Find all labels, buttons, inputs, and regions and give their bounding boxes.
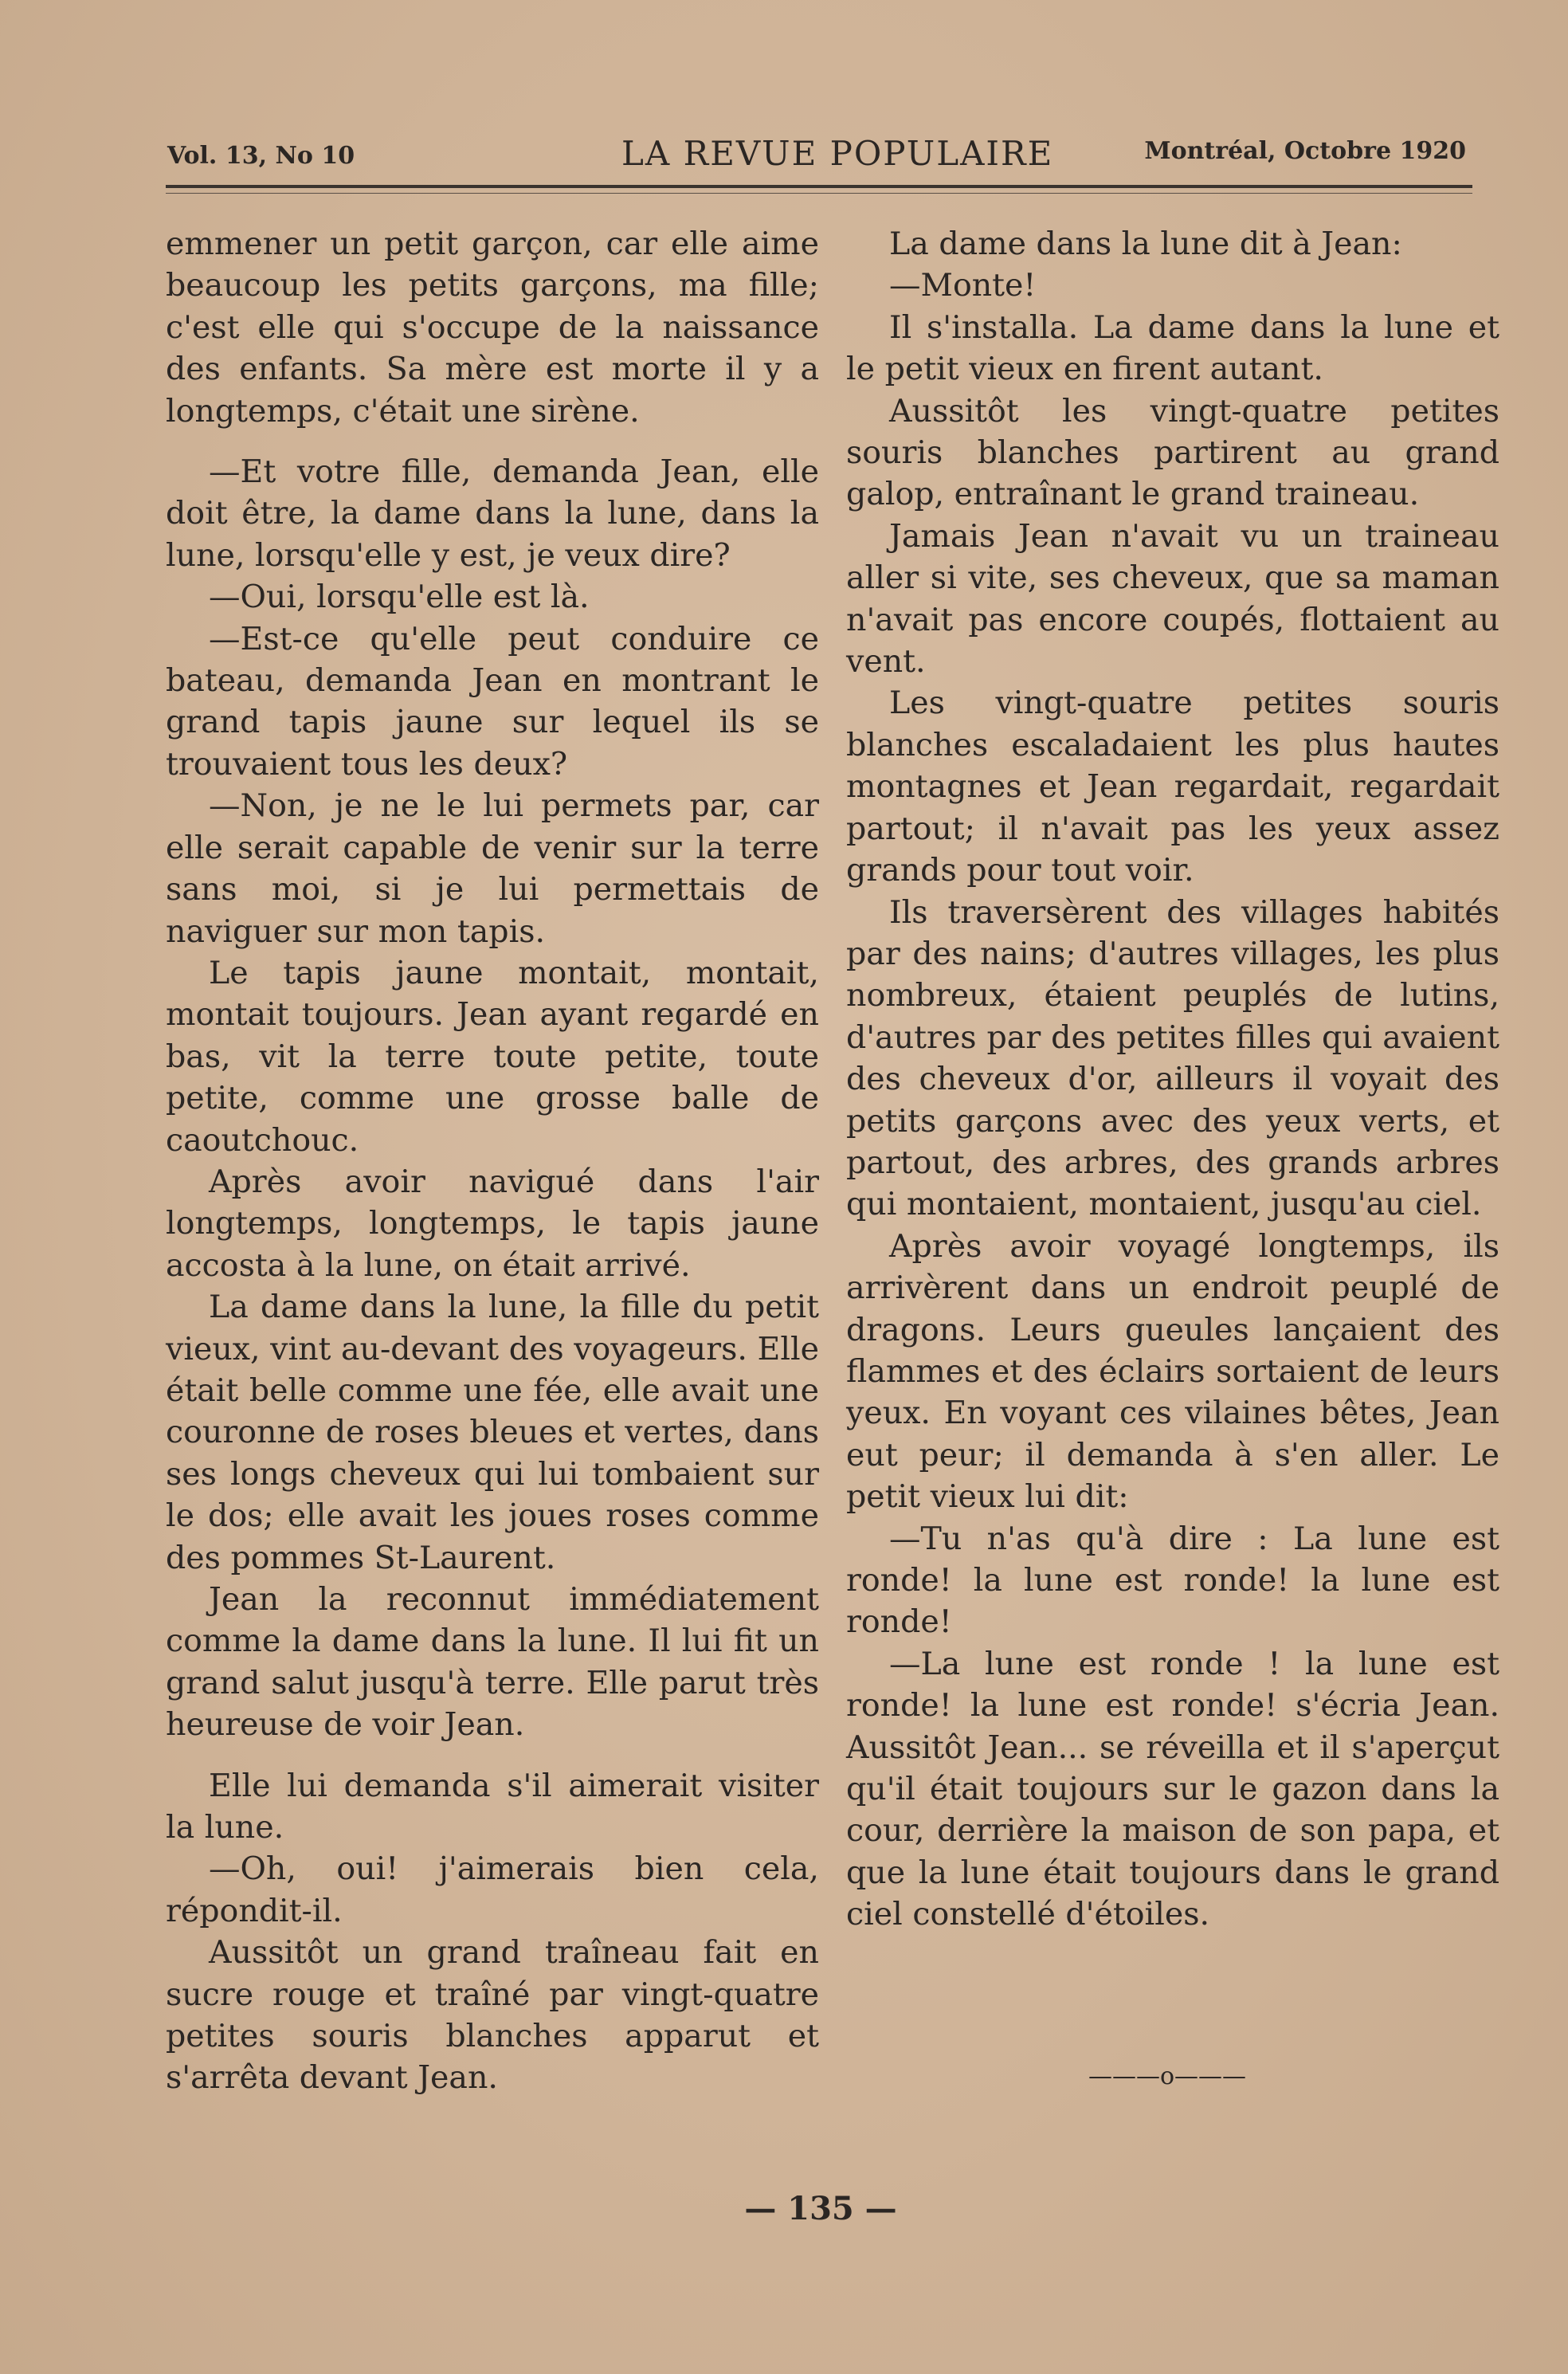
paragraph: La dame dans la lune, la fille du petit vieux, vint au-devant des voyageurs. Elle était belle comme une fée, elle avait une couronne de roses bleues et vertes, dans ses longs cheveux qui lui tombaient sur le dos; elle avait les joues roses comme des pommes St-Laurent. — [166, 1289, 819, 1576]
paragraph: Jamais Jean n'avait vu un traineau aller si vite, ses cheveux, que sa maman n'avait pas encore coupés, flottaient au vent. — [846, 517, 1499, 681]
paragraph: Il s'installa. La dame dans la lune et le petit vieux en firent autant. — [846, 308, 1499, 388]
paragraph: —La lune est ronde ! la lune est ronde! la lune est ronde! s'écria Jean. Aussitôt Jean... se réveilla et il s'aperçut qu'il était toujours sur le gazon dans la cour, derrière la maison de son papa, et que la lune était toujours dans le grand ciel constellé d'étoiles. — [846, 1645, 1499, 1933]
paragraph: Les vingt-quatre petites souris blanches escaladaient les plus hautes montagnes et Jean regardait, regardait partout; il n'avait pas les yeux assez grands pour tout voir. — [846, 685, 1499, 889]
paragraph: —Et votre fille, demanda Jean, elle doit être, la dame dans la lune, dans la lune, lorsqu'elle y est, je veux dire? — [166, 453, 819, 574]
publication-title: LA REVUE POPULAIRE — [621, 134, 1054, 173]
header-rule-thin — [166, 193, 1472, 194]
paragraph: —Tu n'as qu'à dire : La lune est ronde! la lune est ronde! la lune est ronde! — [846, 1520, 1499, 1641]
left-column — [166, 223, 819, 2099]
header-rule — [166, 185, 1472, 188]
paragraph: —Monte! — [889, 267, 1037, 304]
paragraph: —Oh, oui! j'aimerais bien cela, répondit-il. — [166, 1850, 819, 1929]
paragraph: Après avoir voyagé longtemps, ils arrivèrent dans un endroit peuplé de dragons. Leurs gueules lançaient des flammes et des éclairs sortaient de leurs yeux. En voyant ces vilaines bêtes, Jean eut peur; il demanda à s'en aller. Le petit vieux lui dit: — [846, 1227, 1499, 1516]
right-column — [846, 223, 1499, 1936]
paragraph: Jean la reconnut immédiatement comme la dame dans la lune. Il lui fit un grand salut jusqu'à terre. Elle parut très heureuse de voir Jean. — [166, 1581, 819, 1744]
paragraph: Aussitôt un grand traîneau fait en sucre rouge et traîné par vingt-quatre petites souris blanches apparut et s'arrêta devant Jean. — [166, 1934, 819, 2097]
paragraph: Elle lui demanda s'il aimerait visiter la lune. — [166, 1767, 819, 1846]
paragraph: —Non, je ne le lui permets par, car elle serait capable de venir sur la terre sans moi, si je lui permettais de naviguer sur mon tapis. — [166, 787, 819, 950]
page-number: — 135 — — [744, 2190, 897, 2227]
paragraph: —Est-ce qu'elle peut conduire ce bateau, demanda Jean en montrant le grand tapis jaune sur lequel ils se trouvaient tous les deux? — [166, 620, 819, 783]
section-divider: ———o——— — [1088, 2062, 1247, 2090]
volume-number: Vol. 13, No 10 — [167, 142, 355, 170]
paragraph: Ils traversèrent des villages habités par des nains; d'autres villages, les plus nombreux, étaient peuplés de lutins, d'autres par des petites filles qui avaient des cheveux d'or, ailleurs il voyait des petits garçons avec des yeux verts, et partout, des arbres, des grands arbres qui montaient, montaient, jusqu'au ciel. — [846, 893, 1499, 1223]
paragraph: emmener un petit garçon, car elle aime beaucoup les petits garçons, ma fille; c'est elle qui s'occupe de la naissance des enfants. Sa mère est morte il y a longtemps, c'était une sirène. — [166, 226, 819, 430]
place-date: Montréal, Octobre 1920 — [1144, 137, 1466, 165]
running-header — [167, 134, 1466, 182]
paragraph: Aussitôt les vingt-quatre petites souris blanches partirent au grand galop, entraînant le grand traineau. — [846, 392, 1499, 513]
paragraph: La dame dans la lune dit à Jean: — [889, 226, 1402, 262]
paragraph: Le tapis jaune montait, montait, montait toujours. Jean ayant regardé en bas, vit la terre toute petite, toute petite, comme une grosse balle de caoutchouc. — [166, 954, 819, 1159]
paragraph: Après avoir navigué dans l'air longtemps, longtemps, le tapis jaune accosta à la lune, on était arrivé. — [166, 1163, 819, 1284]
paragraph: —Oui, lorsqu'elle est là. — [209, 579, 590, 616]
